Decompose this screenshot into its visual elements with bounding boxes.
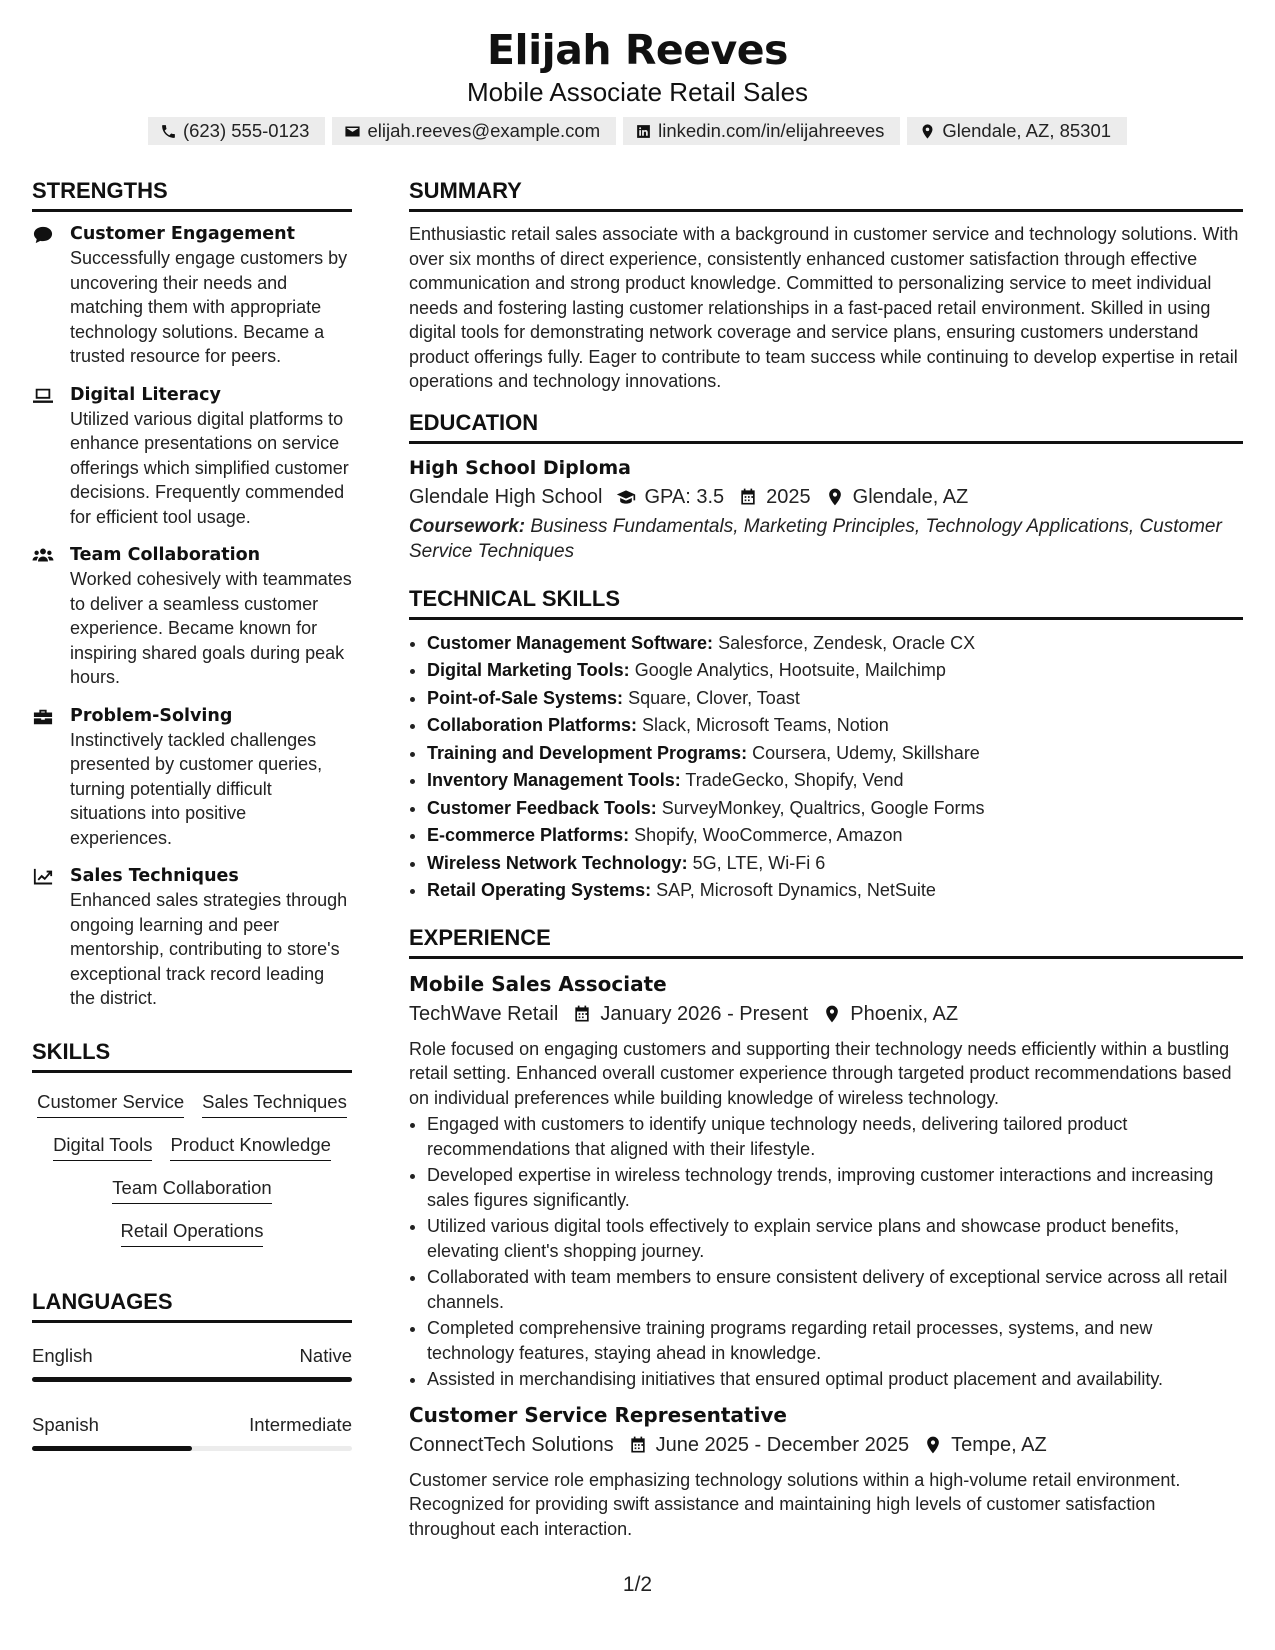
candidate-name: Elijah Reeves	[487, 26, 788, 74]
skill-tag: Product Knowledge	[170, 1132, 330, 1161]
company-name: TechWave Retail	[409, 1002, 559, 1025]
skill-tag: Digital Tools	[53, 1132, 152, 1161]
calendar-icon	[572, 1004, 592, 1024]
strength-item	[32, 222, 352, 369]
resume-header	[0, 24, 1275, 145]
language-level: Intermediate	[249, 1413, 352, 1435]
strength-item	[32, 704, 352, 851]
strength-item	[32, 383, 352, 530]
skills-tag-list	[32, 1083, 352, 1247]
strength-title: Digital Literacy	[70, 384, 221, 405]
summary-heading: SUMMARY	[409, 176, 1243, 212]
contact-text: elijah.reeves@example.com	[367, 120, 601, 141]
list-item: • Engaged with customers to identify unique technology needs, delivering tailored product recommendations that aligned with their lifestyle.	[427, 1112, 1243, 1161]
graduation-year: 2025	[766, 485, 811, 508]
job-title: Customer Service Representative	[409, 1402, 787, 1427]
list-item: • Point-of-Sale Systems: Square, Clover, Toast	[427, 685, 1243, 713]
proficiency-fill	[32, 1377, 352, 1382]
list-item: • Inventory Management Tools: TradeGecko, Shopify, Vend	[427, 767, 1243, 795]
degree-title: High School Diploma	[409, 456, 631, 479]
coursework	[409, 514, 1243, 564]
job-location: Phoenix, AZ	[850, 1002, 959, 1025]
contact-text: Glendale, AZ, 85301	[942, 120, 1112, 141]
list-item: • Customer Feedback Tools: SurveyMonkey, Qualtrics, Google Forms	[427, 795, 1243, 823]
job-location: Tempe, AZ	[951, 1433, 1047, 1456]
job-dates: January 2026 - Present	[600, 1002, 809, 1025]
job-meta	[409, 999, 1243, 1029]
toolbox-icon	[32, 707, 54, 727]
list-item: • Wireless Network Technology: 5G, LTE, Wi-Fi 6	[427, 850, 1243, 878]
envelope-icon	[344, 123, 361, 140]
trend-chart-icon	[32, 867, 54, 887]
list-item: • Customer Management Software: Salesforce, Zendesk, Oracle CX	[427, 630, 1243, 658]
skill-tag: Retail Operations	[121, 1218, 264, 1247]
experience-heading: EXPERIENCE	[409, 923, 1243, 959]
job-description: Role focused on engaging customers and supporting their technology needs efficiently within a bustling retail setting. Enhanced overall customer experience through targeted product recommendations based on individual preferences while building knowledge of wireless technology.	[409, 1038, 1232, 1108]
proficiency-fill	[32, 1446, 192, 1451]
summary-text: Enthusiastic retail sales associate with a background in customer service and technology solutions. With over six months of direct experience, consistently enhanced customer satisfaction through effective communication and strong product knowledge. Committed to personalizing service to meet individual needs and fostering lasting customer relationships in a fast-paced retail environment. Skilled in using digital tools for demonstrating network coverage and service plans, ensuring customers understand product offerings fully. Eager to contribute to team success while continuing to develop expertise in retail operations and technology innovations.	[409, 224, 1239, 391]
strengths-heading: STRENGTHS	[32, 176, 352, 212]
list-item: • Training and Development Programs: Coursera, Udemy, Skillshare	[427, 740, 1243, 768]
candidate-title: Mobile Associate Retail Sales	[466, 77, 809, 107]
strength-title: Problem-Solving	[70, 705, 233, 726]
strength-item	[32, 543, 352, 690]
strength-title: Customer Engagement	[70, 224, 296, 244]
list-item: • Collaborated with team members to ensure consistent delivery of exceptional service across all retail channels.	[427, 1265, 1243, 1314]
map-pin-icon	[822, 1004, 842, 1024]
technical-skills-heading: TECHNICAL SKILLS	[409, 584, 1243, 620]
strength-description: Worked cohesively with teammates to deliver a seamless customer experience. Became known for inspiring shared goals during peak hours.	[70, 569, 352, 687]
job-dates: June 2025 - December 2025	[655, 1433, 910, 1456]
skill-tag: Team Collaboration	[112, 1175, 271, 1204]
strength-title: Sales Techniques	[70, 866, 239, 886]
language-name: Spanish	[32, 1413, 99, 1435]
education-meta	[409, 482, 1243, 512]
school-location: Glendale, AZ	[852, 485, 969, 508]
right-column	[409, 176, 1243, 1541]
job-entry	[409, 969, 1243, 1392]
proficiency-bar	[32, 1446, 352, 1451]
left-column	[32, 176, 352, 1481]
contact-bar	[0, 117, 1275, 145]
contact-location	[907, 117, 1127, 145]
language-level: Native	[299, 1344, 352, 1366]
language-item	[32, 1412, 352, 1451]
linkedin-icon	[635, 123, 652, 140]
strength-title: Team Collaboration	[70, 545, 261, 565]
job-meta	[409, 1430, 1243, 1460]
strength-item	[32, 864, 352, 1011]
language-name: English	[32, 1344, 93, 1366]
technical-skills-list	[409, 630, 1243, 905]
job-title: Mobile Sales Associate	[409, 971, 667, 996]
job-bullets	[409, 1112, 1243, 1392]
language-item	[32, 1343, 352, 1382]
strength-description: Utilized various digital platforms to enhance presentations on service offerings which simplified customer decisions. Frequently commended for efficient tool usage.	[70, 408, 349, 527]
education-heading: EDUCATION	[409, 408, 1243, 444]
coursework-label: Coursework:	[409, 515, 526, 537]
skill-tag: Customer Service	[37, 1089, 184, 1118]
gpa: GPA: 3.5	[644, 485, 725, 508]
list-item: • Developed expertise in wireless technology trends, improving customer interactions and increasing sales figures significantly.	[427, 1163, 1243, 1212]
company-name: ConnectTech Solutions	[409, 1433, 614, 1456]
contact-text: linkedin.com/in/elijahreeves	[658, 120, 885, 141]
calendar-icon	[738, 487, 758, 507]
list-item: • E-commerce Platforms: Shopify, WooCommerce, Amazon	[427, 822, 1243, 850]
list-item: • Completed comprehensive training programs regarding retail processes, systems, and new technology features, staying ahead in knowledge.	[427, 1316, 1243, 1365]
list-item: • Assisted in merchandising initiatives that ensured optimal product placement and availability.	[427, 1367, 1243, 1392]
job-entry	[409, 1400, 1243, 1542]
skill-tag: Sales Techniques	[202, 1089, 347, 1118]
contact-linkedin[interactable]	[623, 117, 900, 145]
speech-bubble-icon	[32, 225, 54, 245]
map-pin-icon	[919, 123, 936, 140]
strength-description: Enhanced sales strategies through ongoing learning and peer mentorship, contributing to store's exceptional track record leading the district.	[70, 890, 348, 1008]
phone-icon	[160, 123, 177, 140]
laptop-icon	[32, 386, 54, 406]
map-pin-icon	[923, 1435, 943, 1455]
contact-text: (623) 555-0123	[182, 120, 310, 141]
contact-email[interactable]	[332, 117, 616, 145]
strength-description: Successfully engage customers by uncovering their needs and matching them with appropriate technology solutions. Became a trusted resource for peers.	[70, 248, 348, 366]
languages-heading: LANGUAGES	[32, 1287, 352, 1323]
proficiency-bar	[32, 1377, 352, 1382]
list-item: • Digital Marketing Tools: Google Analytics, Hootsuite, Mailchimp	[427, 657, 1243, 685]
strength-description: Instinctively tackled challenges presented by customer queries, turning potentially difficult situations into positive experiences.	[70, 729, 323, 848]
graduation-cap-icon	[616, 487, 636, 507]
calendar-icon	[628, 1435, 648, 1455]
map-pin-icon	[825, 487, 845, 507]
list-item: • Retail Operating Systems: SAP, Microsoft Dynamics, NetSuite	[427, 877, 1243, 905]
page-number: 1/2	[622, 1573, 653, 1596]
users-icon	[32, 546, 54, 566]
list-item: • Collaboration Platforms: Slack, Microsoft Teams, Notion	[427, 712, 1243, 740]
list-item: • Utilized various digital tools effectively to explain service plans and showcase product benefits, elevating client's shopping journey.	[427, 1214, 1243, 1263]
skills-heading: SKILLS	[32, 1037, 352, 1073]
school-name: Glendale High School	[409, 485, 603, 508]
job-description: Customer service role emphasizing technology solutions within a high-volume retail environment. Recognized for providing swift assistance and maintaining high levels of customer satisfaction throughout each interaction.	[409, 1469, 1181, 1539]
coursework-list: Business Fundamentals, Marketing Principles, Technology Applications, Customer Service Techniques	[409, 515, 1222, 562]
contact-phone[interactable]	[148, 117, 326, 145]
